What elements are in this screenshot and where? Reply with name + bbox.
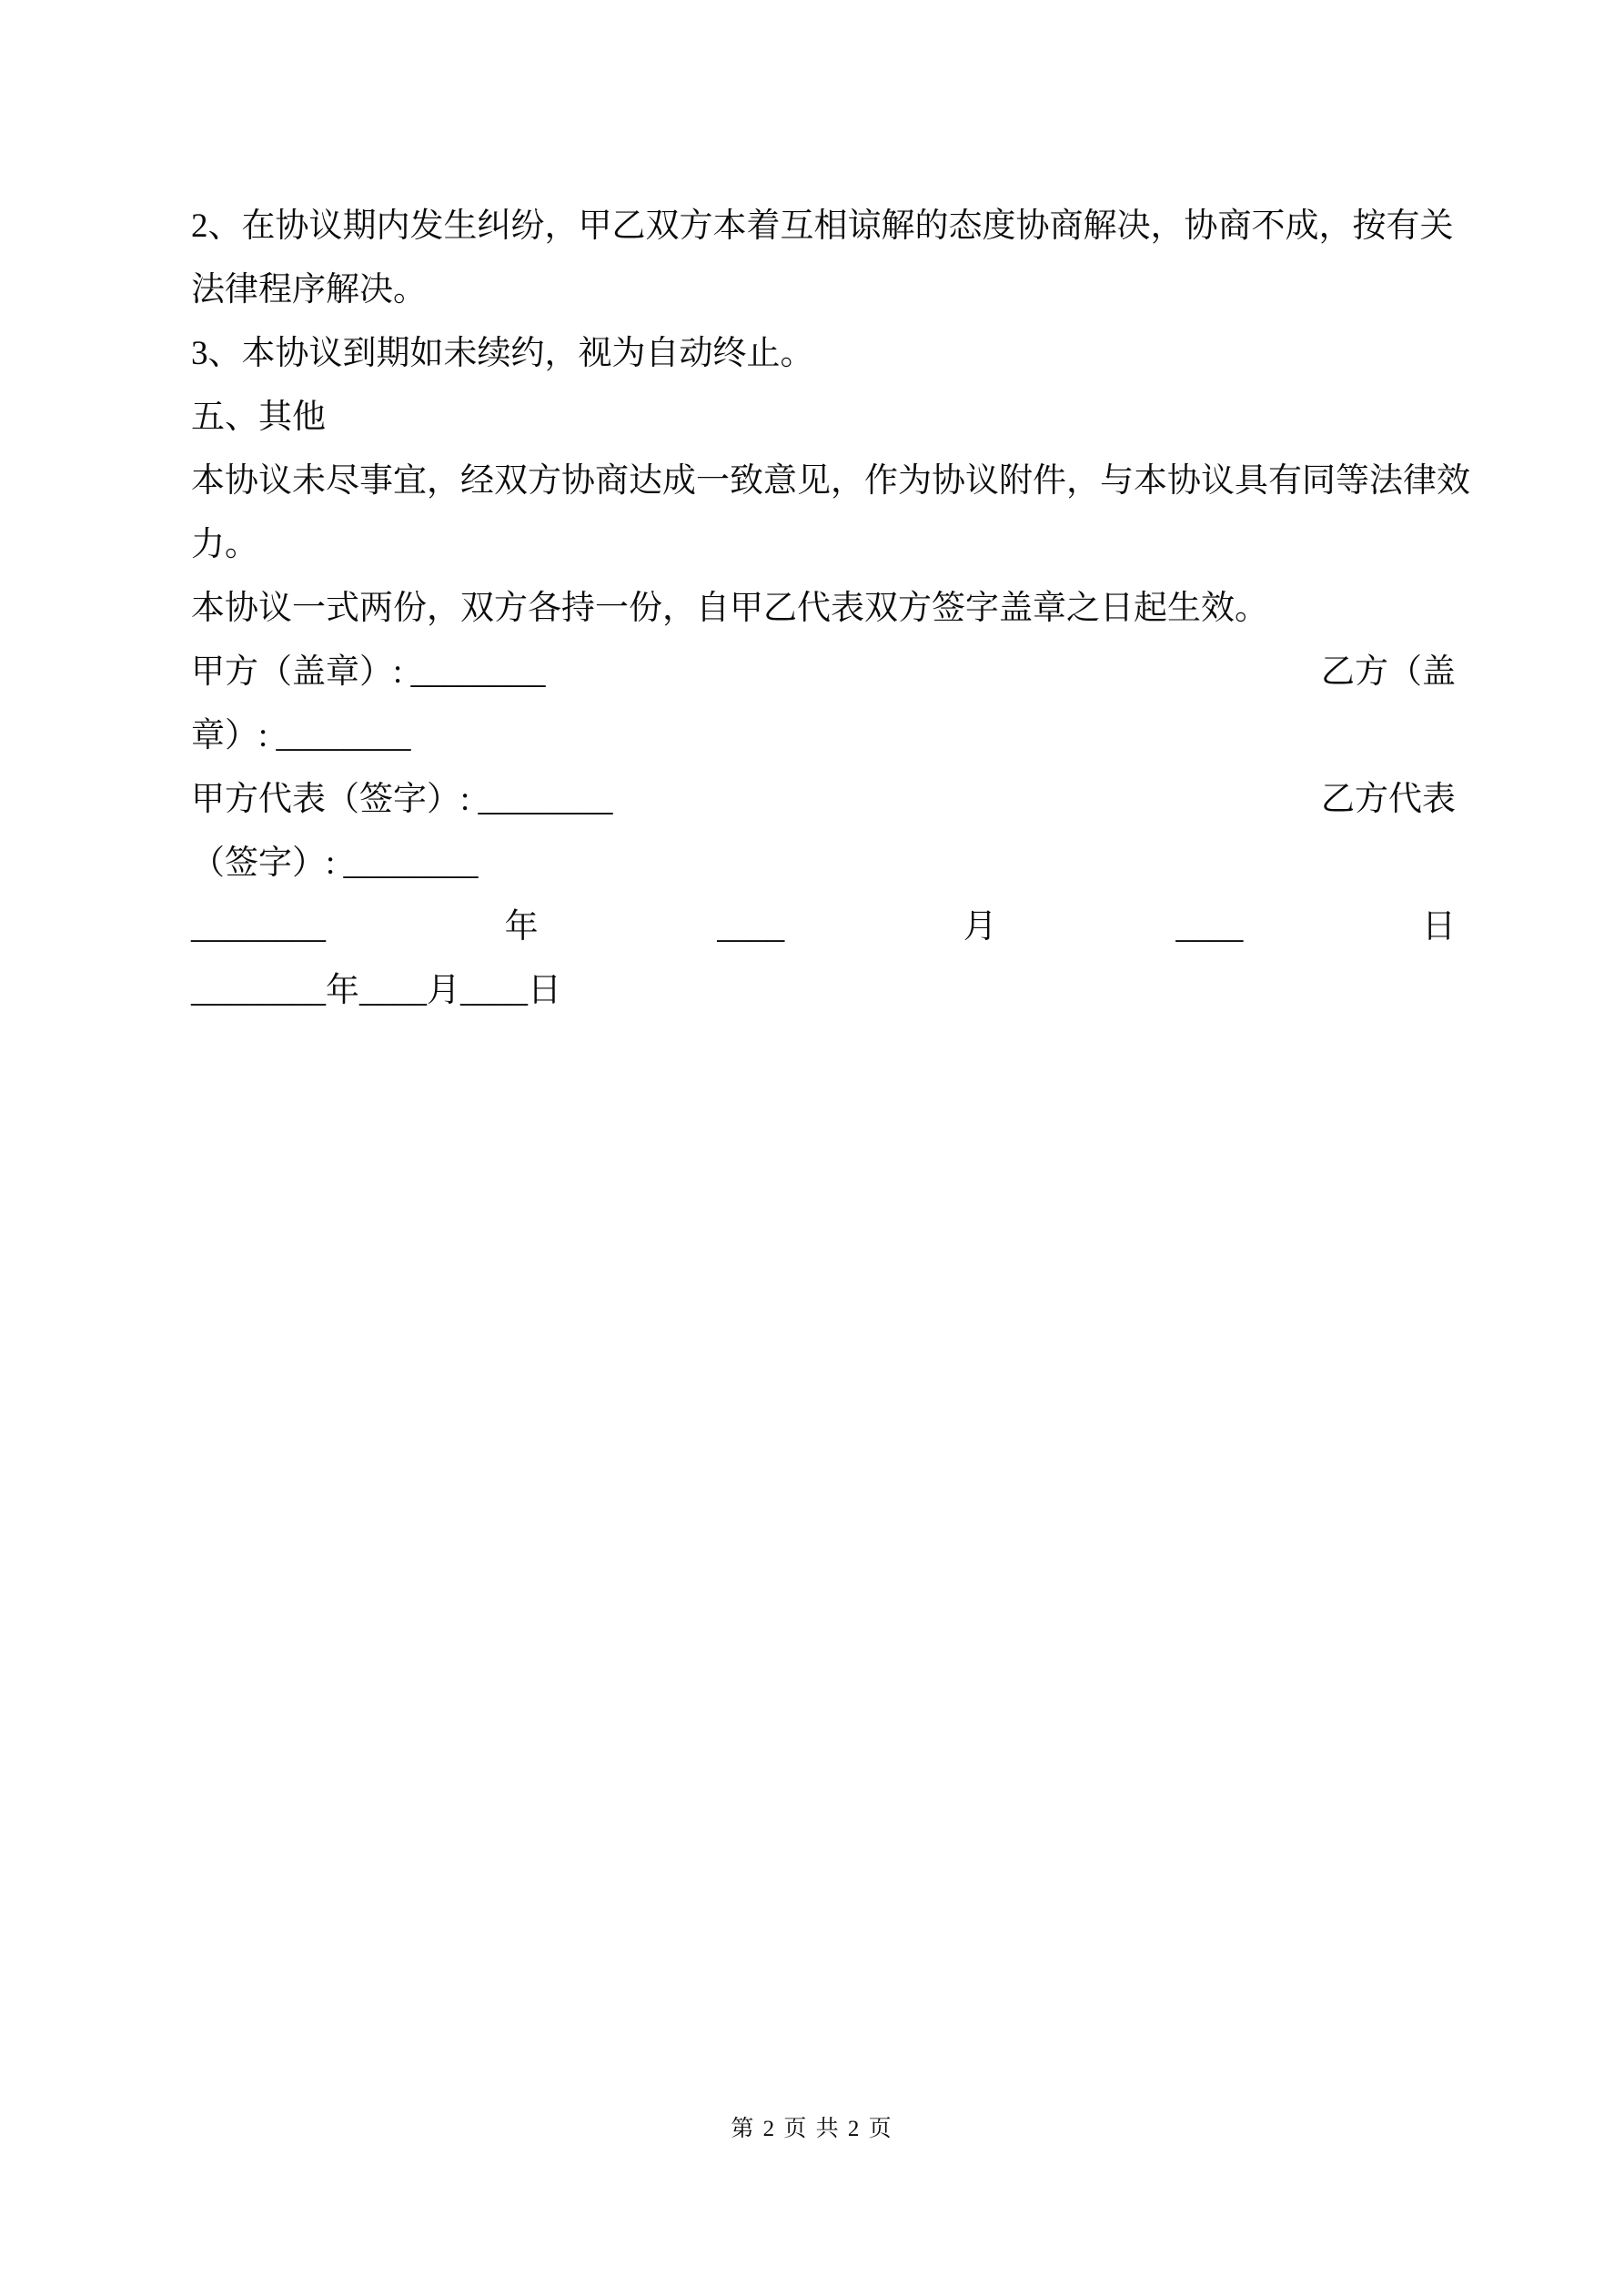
document-body xyxy=(191,195,1470,1023)
party-b-rep-label-start: 乙方代表 xyxy=(1321,781,1456,818)
date-day-label: 日 xyxy=(1421,908,1456,946)
clause-dispute-line-2: 法律程序解决。 xyxy=(191,271,427,308)
date-day-blank: ____ xyxy=(1175,908,1244,946)
clause-termination: 3、本协议到期如未续约，视为自动终止。 xyxy=(191,335,814,372)
party-b-seal-label-start: 乙方（盖 xyxy=(1321,653,1456,691)
date-line-justified xyxy=(191,895,1456,959)
date-year-label: 年 xyxy=(504,908,539,946)
party-b-rep-continuation: （签字）: ________ xyxy=(191,845,479,882)
date-line-compact: ________年____月____日 xyxy=(191,972,561,1009)
date-month-label: 月 xyxy=(963,908,997,946)
clause-misc-line-2: 力。 xyxy=(191,526,258,563)
clause-misc-line-1: 本协议未尽事宜，经双方协商达成一致意见，作为协议附件，与本协议具有同等法律效 xyxy=(191,462,1470,500)
seal-signature-row xyxy=(191,641,1456,704)
clause-copies: 本协议一式两份，双方各持一份，自甲乙代表双方签字盖章之日起生效。 xyxy=(191,590,1268,627)
date-year-blank: ________ xyxy=(191,908,326,946)
page-number-footer: 第 2 页 共 2 页 xyxy=(731,2117,893,2141)
party-a-rep-label: 甲方代表（签字）: ________ xyxy=(191,781,613,818)
party-b-seal-continuation: 章）: ________ xyxy=(191,717,411,754)
section-five-heading: 五、其他 xyxy=(191,399,326,436)
representative-signature-row xyxy=(191,768,1456,832)
party-a-seal-label: 甲方（盖章）: ________ xyxy=(191,653,546,691)
date-month-blank: ____ xyxy=(717,908,785,946)
clause-dispute-line-1: 2、在协议期内发生纠纷，甲乙双方本着互相谅解的态度协商解决，协商不成，按有关 xyxy=(191,207,1454,245)
